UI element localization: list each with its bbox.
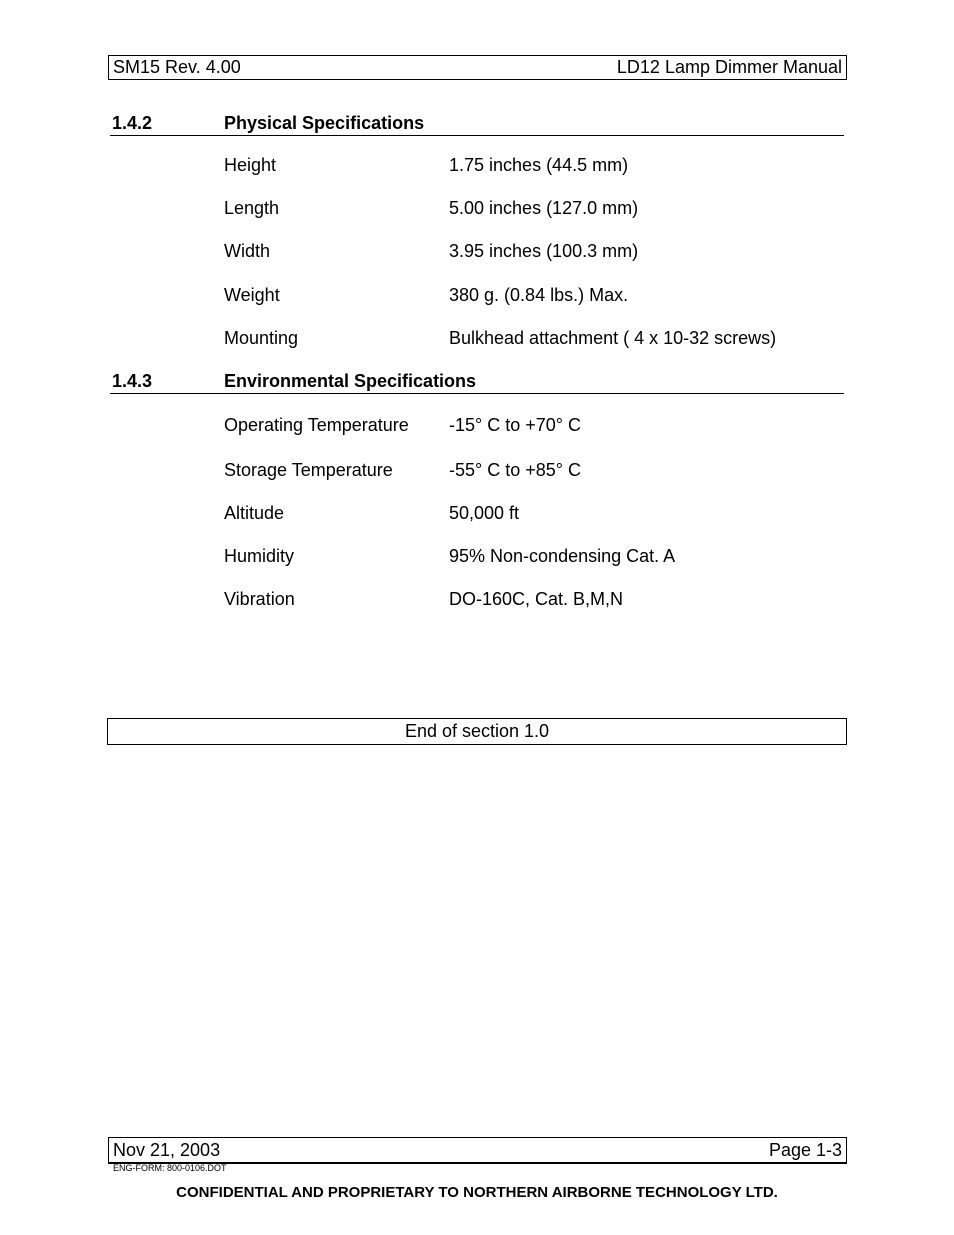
spec-value: DO-160C, Cat. B,M,N (449, 589, 624, 609)
page-header (108, 55, 847, 80)
form-id: ENG-FORM: 800-0106.DOT (113, 1163, 227, 1173)
spec-value: 380 g. (0.84 lbs.) Max. (449, 285, 629, 305)
spec-label: Vibration (224, 589, 295, 609)
spec-label: Length (224, 198, 280, 218)
spec-row-vibration (224, 589, 844, 613)
spec-label: Altitude (224, 503, 285, 523)
page-footer (108, 1137, 847, 1164)
spec-value: 95% Non-condensing Cat. A (449, 546, 676, 566)
spec-label: Height (224, 155, 277, 175)
spec-row-width (224, 241, 844, 265)
section-title: Physical Specifications (224, 113, 425, 133)
spec-row-weight (224, 285, 844, 309)
spec-row-operating-temperature (224, 415, 844, 439)
section-title: Environmental Specifications (224, 371, 477, 391)
footer-date: Nov 21, 2003 (113, 1140, 221, 1160)
section-heading-physical (110, 113, 844, 136)
spec-label: Weight (224, 285, 280, 305)
spec-value: -15° C to +70° C (449, 415, 581, 435)
spec-label: Humidity (224, 546, 295, 566)
spec-value: 3.95 inches (100.3 mm) (449, 241, 639, 261)
section-heading-environmental (110, 371, 844, 394)
spec-row-mounting (224, 328, 844, 352)
spec-value: 1.75 inches (44.5 mm) (449, 155, 629, 175)
spec-label: Storage Temperature (224, 460, 393, 480)
document-id: SM15 Rev. 4.00 (113, 57, 241, 77)
spec-value: -55° C to +85° C (449, 460, 581, 480)
spec-label: Mounting (224, 328, 299, 348)
spec-row-height (224, 155, 844, 179)
spec-row-length (224, 198, 844, 222)
spec-label: Width (224, 241, 271, 261)
spec-row-humidity (224, 546, 844, 570)
spec-value: 50,000 ft (449, 503, 520, 523)
end-of-section-banner: End of section 1.0 (107, 718, 847, 745)
spec-row-storage-temperature (224, 460, 844, 484)
section-number: 1.4.3 (112, 371, 153, 391)
confidential-notice: CONFIDENTIAL AND PROPRIETARY TO NORTHERN AIRBORNE TECHNOLOGY LTD. (176, 1184, 778, 1201)
spec-row-altitude (224, 503, 844, 527)
spec-value: Bulkhead attachment ( 4 x 10-32 screws) (449, 328, 777, 348)
manual-title: LD12 Lamp Dimmer Manual (616, 57, 842, 77)
section-number: 1.4.2 (112, 113, 153, 133)
page-number: Page 1-3 (768, 1140, 842, 1160)
spec-label: Operating Temperature (224, 415, 409, 435)
spec-value: 5.00 inches (127.0 mm) (449, 198, 639, 218)
